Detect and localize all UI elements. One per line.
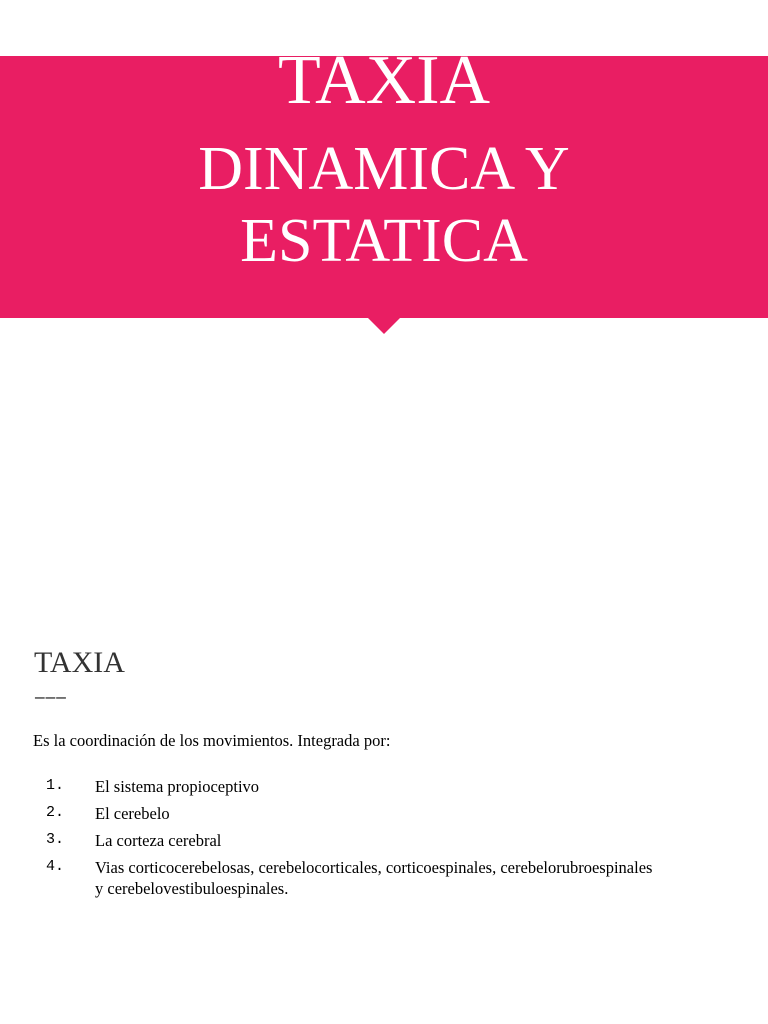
list-item-number: 4. <box>46 858 65 875</box>
intro-paragraph: Es la coordinación de los movimientos. Integrada por: <box>33 731 391 750</box>
list-item-number: 2. <box>46 804 65 821</box>
list-item-text: La corteza cerebral <box>95 831 222 850</box>
title-banner <box>0 42 768 318</box>
list-item-text: El sistema propioceptivo <box>95 777 260 796</box>
list-item <box>0 776 768 803</box>
list-item-text: Vias corticocerebelosas, cerebelocorticales, corticoespinales, cerebelorubroespinales y cerebelovestibuloespinales. <box>95 858 653 898</box>
section-heading: TAXIA <box>34 646 125 679</box>
list-item-text: El cerebelo <box>95 804 170 823</box>
banner-pointer-triangle <box>368 318 400 334</box>
title-line-1: TAXIA <box>277 42 491 119</box>
title-line-2: DINAMICA Y <box>198 135 570 203</box>
list-item-number: 1. <box>46 777 65 794</box>
list-item <box>0 830 768 857</box>
list-item <box>0 857 768 905</box>
title-line-3: ESTATICA <box>240 207 528 275</box>
list-item <box>0 803 768 830</box>
section-divider: ——— <box>35 689 67 707</box>
list-item-number: 3. <box>46 831 65 848</box>
numbered-list <box>0 776 768 905</box>
